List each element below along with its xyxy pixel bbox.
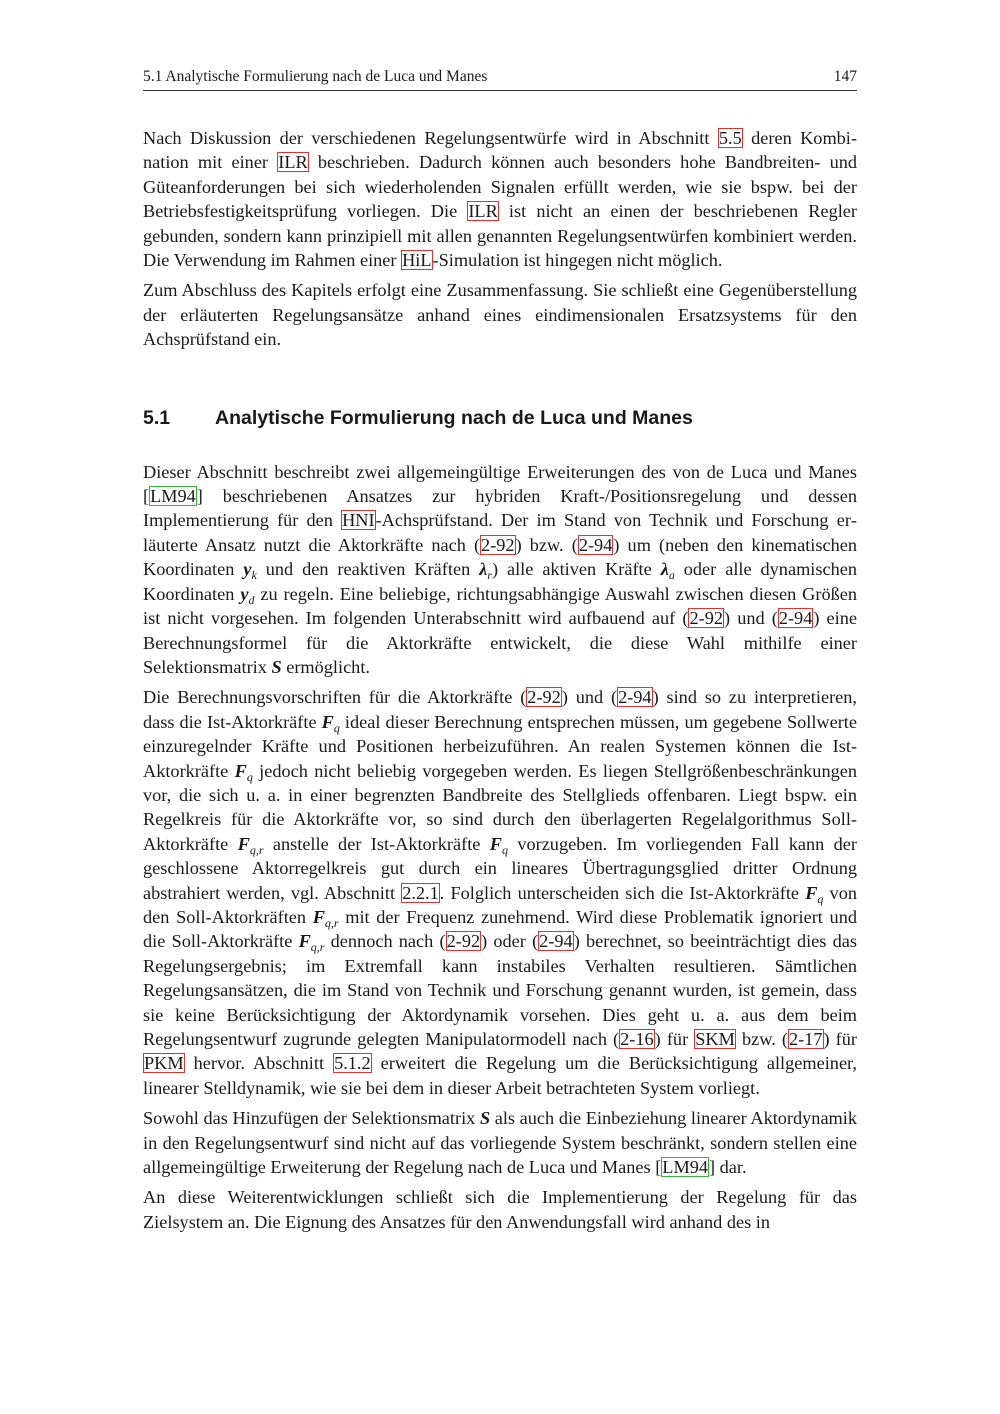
running-header xyxy=(143,66,857,91)
paragraph-6: An diese Weiterentwicklungen schließt sich die Implementierung der Regelung für das Zielsystem an. Die Eignung des Ansatzes für den Anwendungsfall wird anhand des in xyxy=(143,1187,857,1232)
paragraph-1: Nach Diskussion der verschiedenen Regelungsentwürfe wird in Abschnitt 5.5 deren Kombination mit einer ILR beschrieben. Dadurch können auch besonders hohe Bandbreiten- und Güteanforderungen bei sich wiederholenden Signalen erfüllt werden, wie sie bspw. bei der Betriebsfestigkeitsprüfung vorliegen. Die ILR ist nicht an einen der beschriebenen Regler gebunden, sondern kann prinzipiell mit allen genannten Regelungsentwürfen kombiniert werden. Die Verwendung im Rahmen einer HiL-Simulation ist hingegen nicht möglich. xyxy=(143,128,857,271)
symbol-F-qr: $F_{q,r}$ xyxy=(298,931,325,955)
acronym-link-ilr[interactable]: ILR xyxy=(278,152,308,173)
symbol-F-q: $F_q$ xyxy=(489,833,508,857)
paragraph-5: Sowohl das Hinzufügen der Selektionsmatrix S als auch die Einbeziehung linearer Aktordynamik in den Regelungsentwurf sind nicht auf das vorliegende System beschränkt, sondern stellen eine allgemeingültige Erweiterung der Regelung nach de Luca und Manes [LM94] dar. xyxy=(143,1108,857,1178)
symbol-S: S xyxy=(479,1108,491,1129)
acronym-link-skm[interactable]: SKM xyxy=(695,1029,735,1049)
symbol-F-q: $F_q$ xyxy=(321,711,340,735)
acronym-link-hni[interactable]: HNI xyxy=(342,510,375,531)
equation-link-2-92[interactable]: 2-92 xyxy=(689,608,723,629)
section-link-2-2-1[interactable]: 2.2.1 xyxy=(402,882,439,903)
equation-link-2-94[interactable]: 2-94 xyxy=(578,534,613,555)
running-title: 5.1 Analytische Formulierung nach de Luca und Manes xyxy=(143,68,488,85)
section-link-5-5[interactable]: 5.5 xyxy=(718,128,742,148)
paragraph-4: Die Berechnungsvorschriften für die Aktorkräfte (2-92) und (2-94) sind so zu interpretieren, dass die Ist-Aktorkräfte $F_q$ ideal dieser Berechnung entsprechen müssen, um gegebene Sollwerte einzuregelnder Kräfte und Positionen herbeizuführen. An realen Systemen können die Ist-Aktorkräfte $F_q$ jedoch nicht beliebig vorgegeben werden. Es liegen Stellgrößenbeschränkungen vor, die sich u. a. in einer begrenzten Bandbreite des Stellglieds offenbaren. Liegt bspw. ein Regelkreis für die Aktorkräfte vor, so sind durch den überlagerten Regelalgorithmus Soll-Aktorkräfte $F_{q,r}$ anstelle der Ist-Aktorkräfte $F_q$ vorzugeben. Im vorliegenden Fall kann der geschlossene Aktorregelkreis gut durch ein lineares Übertragungsglied dritter Ordnung abstrahiert werden, vgl. Abschnitt 2.2.1. Folglich unterscheiden sich die Ist-Aktorkräfte $F_q$ von den Soll-Aktorkräften $F_{q,r}$ mit der Frequenz zunehmend. Wird diese Problematik ignoriert und die Soll-Aktorkräfte $F_{q,r}$ dennoch nach (2-92) oder (2-94) berechnet, so beeinträchtigt dies das Regelungsergebnis; im Extremfall kann instabiles Verhalten resultieren. Sämtlichen Regelungsansätzen, die im Stand von Technik und Forschung genannt wurden, ist gemein, dass sie keine Berücksichtigung der Aktordynamik vorsehen. Dies geht u. a. aus dem beim Regelungsentwurf zugrunde gelegten Manipulatormodell nach (2-16) für SKM bzw. (2-17) für PKM hervor. Abschnitt 5.1.2 erweitert die Regelung um die Berücksichtigung allgemeiner, linearer Stelldynamik, wie sie bei dem in dieser Arbeit betrachteten System vorliegt. xyxy=(143,687,858,1098)
equation-link-2-17[interactable]: 2-17 xyxy=(788,1029,823,1049)
symbol-y-d: $y_d$ xyxy=(240,583,255,607)
citation-link-lm94[interactable]: LM94 xyxy=(150,486,196,507)
section-heading xyxy=(143,406,857,430)
symbol-F-q: $F_q$ xyxy=(805,882,824,906)
equation-link-2-94[interactable]: 2-94 xyxy=(778,608,813,629)
citation-link-lm94[interactable]: LM94 xyxy=(662,1157,708,1178)
equation-link-2-94[interactable]: 2-94 xyxy=(539,931,573,952)
acronym-link-ilr[interactable]: ILR xyxy=(468,201,498,222)
symbol-lambda-r: $\lambda_r$ xyxy=(479,559,492,583)
equation-link-2-16[interactable]: 2-16 xyxy=(620,1029,654,1049)
page-body xyxy=(143,126,857,1240)
acronym-link-pkm[interactable]: PKM xyxy=(144,1053,184,1074)
section-link-5-1-2[interactable]: 5.1.2 xyxy=(334,1053,371,1074)
symbol-y-k: $y_k$ xyxy=(243,559,257,583)
symbol-F-qr: $F_{q,r}$ xyxy=(237,833,264,857)
paragraph-2: Zum Abschluss des Kapitels erfolgt eine Zusammenfassung. Sie schließt eine Gegenüberstellung der erläuterten Regelungsansätze anhand eines eindimensionalen Ersatzsystems für den Achsprüfstand ein. xyxy=(143,280,857,350)
equation-link-2-92[interactable]: 2-92 xyxy=(527,687,561,708)
section-title: Analytische Formulierung nach de Luca und Manes xyxy=(215,406,693,429)
paragraph-3: Dieser Abschnitt beschreibt zwei allgemeingültige Erweiterungen des von de Luca und Manes [LM94] beschriebenen Ansatzes zur hybriden Kraft-/Positionsregelung und dessen Implementierung für den HNI-Achsprüfstand. Der im Stand von Technik und Forschung erläuterte Ansatz nutzt die Aktorkräfte nach (2-92) bzw. (2-94) um (neben den kinematischen Koordinaten $y_k$ und den reaktiven Kräften $\lambda_r$) alle aktiven Kräfte $\lambda_a$ oder alle dynamischen Koordinaten $y_d$ zu regeln. Eine beliebige, richtungsabhängige Auswahl zwischen diesen Größen ist nicht vorgesehen. Im folgenden Unterabschnitt wird aufbauend auf (2-92) und (2-94) eine Berechnungsformel für die Aktorkräfte entwickelt, die diese Wahl mithilfe einer Selektionsmatrix S ermöglicht. xyxy=(143,461,858,677)
symbol-lambda-a: $\lambda_a$ xyxy=(660,559,675,583)
symbol-S: S xyxy=(271,656,282,677)
equation-link-2-94[interactable]: 2-94 xyxy=(618,687,652,708)
equation-link-2-92[interactable]: 2-92 xyxy=(481,534,515,555)
page-number: 147 xyxy=(833,68,857,85)
acronym-link-hil[interactable]: HiL xyxy=(402,250,432,271)
symbol-F-qr: $F_{q,r}$ xyxy=(312,906,339,930)
symbol-F-q: $F_q$ xyxy=(234,760,253,784)
section-number: 5.1 xyxy=(143,406,171,429)
equation-link-2-92[interactable]: 2-92 xyxy=(446,931,481,952)
